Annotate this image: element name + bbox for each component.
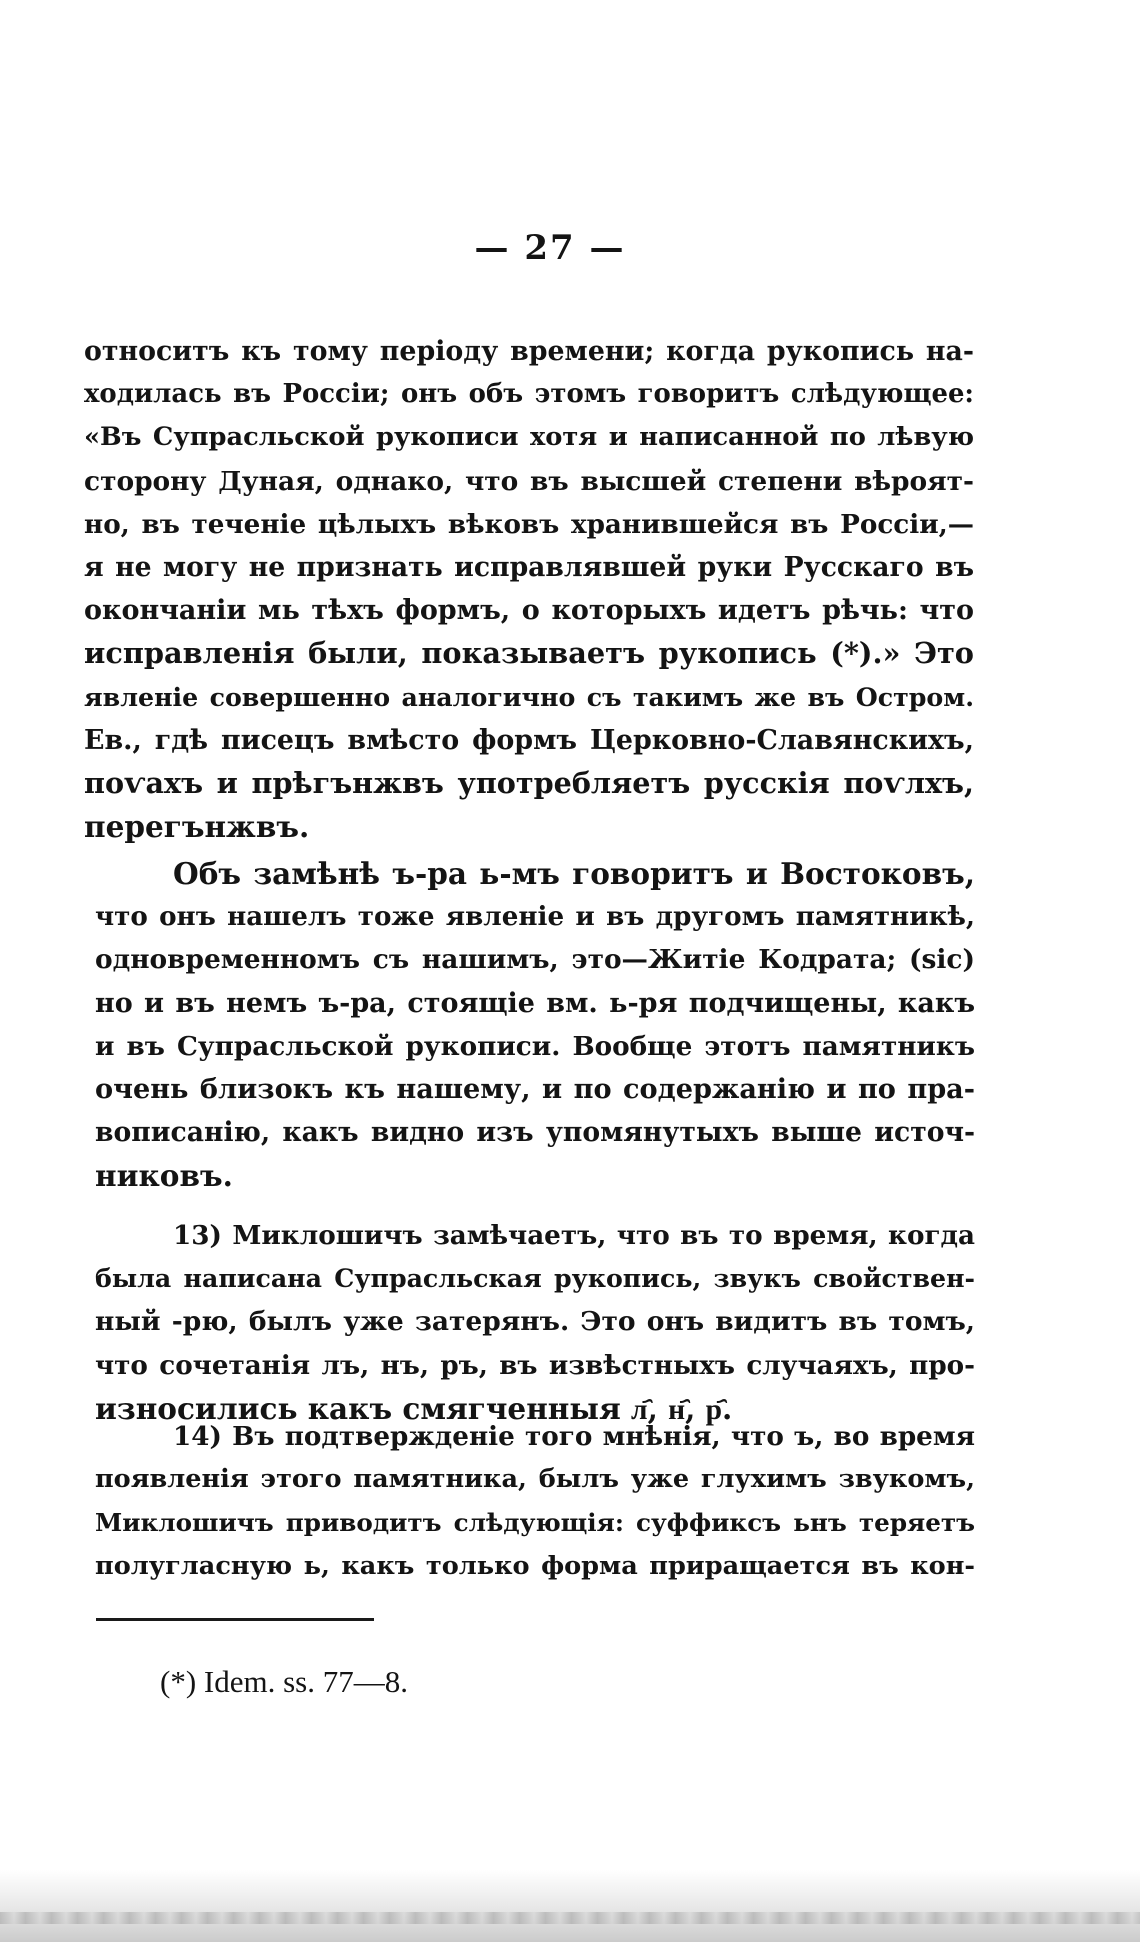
text-line: я не могу не признать исправлявшей руки Русскаго въ — [84, 552, 974, 584]
text-line: но и въ немъ ъ-ра, стоящіе вм. ь-ря подчищены, какъ — [95, 987, 975, 1019]
text-line: но, въ теченіе цѣлыхъ вѣковъ хранившейся въ Россіи,— — [84, 508, 974, 540]
footnote-divider — [96, 1618, 374, 1621]
text-line: Ев., гдѣ писецъ вмѣсто формъ Церковно-Славянскихъ, — [84, 724, 974, 756]
footnote: (*) Idem. ss. 77—8. — [160, 1664, 408, 1699]
text-line: появленія этого памятника, былъ уже глухимъ звукомъ, — [95, 1464, 975, 1495]
text-line: износились какъ смягченныя л҄, н҄, р҄. — [95, 1390, 733, 1426]
text-line: ходилась въ Россіи; онъ объ этомъ говоритъ слѣдующее: — [84, 379, 974, 410]
text-line: 13) Миклошичъ замѣчаетъ, что въ то время, когда — [173, 1220, 975, 1251]
text-line: одновременномъ съ нашимъ, это—Житіе Кодрата; (sic) — [95, 944, 975, 976]
text-line: окончаніи мь тѣхъ формъ, о которыхъ идетъ рѣчь: что — [84, 595, 974, 627]
scan-streak — [0, 1912, 1140, 1924]
scan-shadow — [0, 1870, 1140, 1942]
text-line: 14) Въ подтвержденіе того мнѣнія, что ъ, во время — [173, 1421, 975, 1452]
text-line: сторону Дуная, однако, что въ высшей степени вѣроят- — [84, 465, 974, 497]
text-line: что онъ нашелъ тоже явленіе и въ другомъ памятникѣ, — [95, 901, 975, 933]
text-line: исправленія были, показываетъ рукопись (*).» Это — [84, 636, 974, 671]
text-line: поѵахъ и прѣгънжвъ употребляетъ русскія поѵлхъ, — [84, 766, 974, 801]
text-line: никовъ. — [95, 1158, 233, 1194]
text-line: явленіе совершенно аналогично съ такимъ же въ Остром. — [84, 681, 974, 712]
text-line: и въ Супрасльской рукописи. Вообще этотъ памятникъ — [95, 1030, 975, 1062]
text-line: Миклошичъ приводитъ слѣдующія: суффиксъ ьнъ теряетъ — [95, 1508, 975, 1538]
text-line: очень близокъ къ нашему, и по содержанію и по пра- — [95, 1074, 975, 1106]
text-line: «Въ Супрасльской рукописи хотя и написанной по лѣвую — [84, 422, 974, 453]
text-line: была написана Супрасльская рукопись, звукъ свойствен- — [95, 1263, 975, 1294]
text-line: полугласную ь, какъ только форма приращается въ кон- — [95, 1550, 975, 1581]
text-line: относитъ къ тому періоду времени; когда рукопись на- — [84, 336, 974, 367]
page-number: — 27 — — [474, 228, 626, 268]
paragraph-3 — [95, 1214, 975, 1430]
text-line: вописанію, какъ видно изъ упомянутыхъ выше источ- — [95, 1117, 975, 1149]
text-line: что сочетанія лъ, нъ, ръ, въ извѣстныхъ случаяхъ, про- — [95, 1349, 975, 1381]
text-line: перегънжвъ. — [84, 809, 310, 845]
paragraph-1 — [84, 330, 974, 848]
paragraph-4 — [95, 1415, 975, 1588]
text-line: Объ замѣнѣ ъ-ра ь-мъ говоритъ и Востоковъ, — [173, 856, 975, 891]
text-line: ный -рю, былъ уже затерянъ. Это онъ видитъ въ томъ, — [95, 1306, 975, 1338]
paragraph-2 — [95, 852, 975, 1198]
